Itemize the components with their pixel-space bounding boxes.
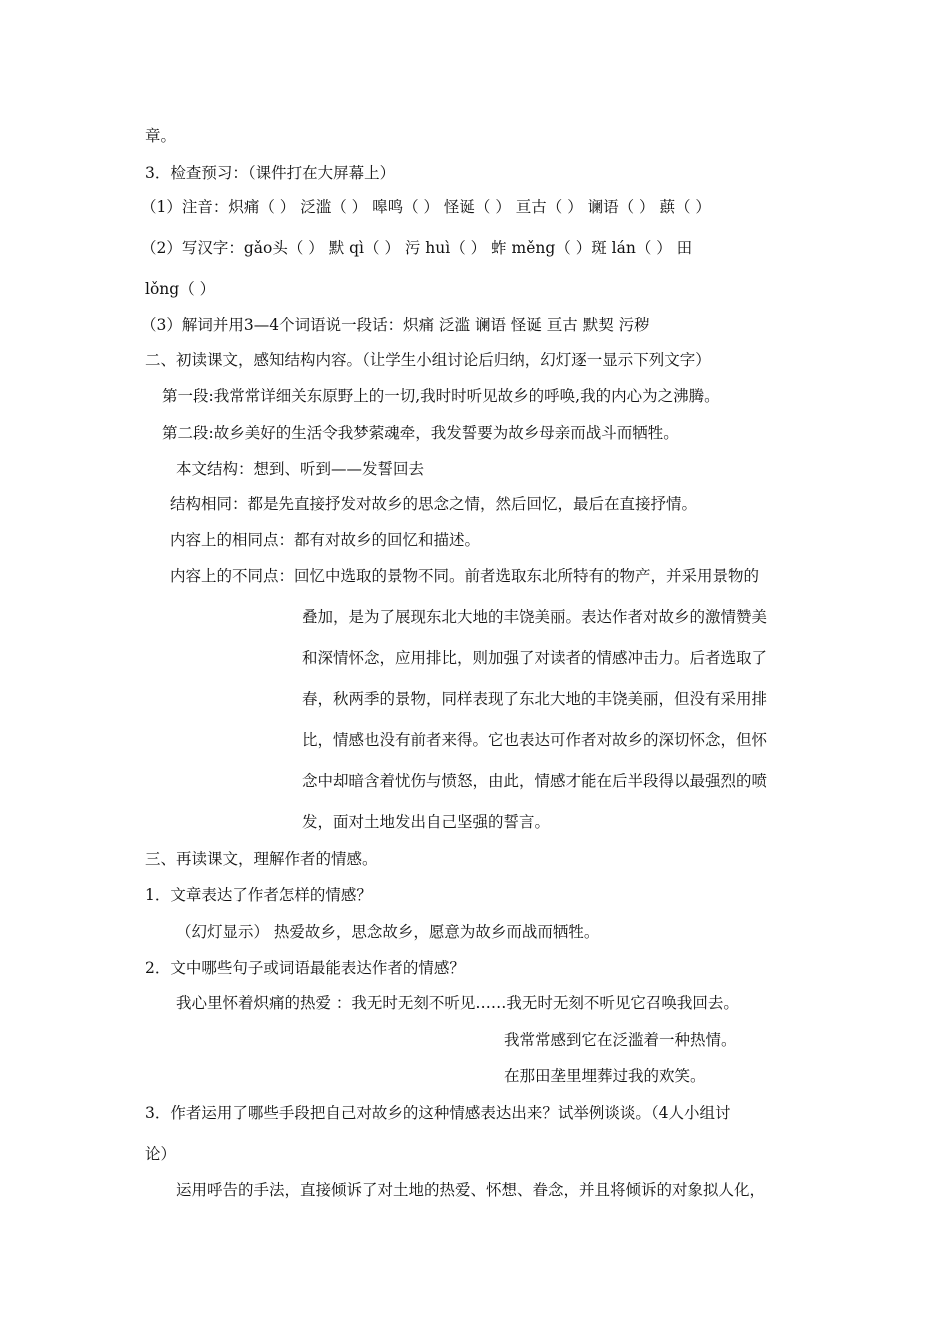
text-line: 结构相同：都是先直接抒发对故乡的思念之情，然后回忆，最后在直接抒情。 bbox=[170, 495, 698, 513]
text-line: 第二段:故乡美好的生活令我梦萦魂牵，我发誓要为故乡母亲而战斗而牺牲。 bbox=[162, 424, 679, 442]
text-line: lǒng（ ） bbox=[145, 280, 216, 298]
text-line: 春，秋两季的景物，同样表现了东北大地的丰饶美丽，但没有采用排 bbox=[302, 690, 768, 708]
text-line: 叠加，是为了展现东北大地的丰饶美丽。表达作者对故乡的激情赞美 bbox=[302, 608, 768, 626]
text-line: 3．检查预习：（课件打在大屏幕上） bbox=[145, 164, 396, 182]
text-line: 内容上的不同点：回忆中选取的景物不同。前者选取东北所特有的物产，并采用景物的 bbox=[170, 567, 760, 585]
text-line: 在那田垄里埋葬过我的欢笑。 bbox=[504, 1067, 706, 1085]
section-heading: 二、初读课文，感知结构内容。（让学生小组讨论后归纳，幻灯逐一显示下列文字） bbox=[145, 351, 711, 369]
text-line: 3．作者运用了哪些手段把自己对故乡的这种情感表达出来？试举例谈谈。（4人小组讨 bbox=[145, 1104, 731, 1122]
text-line: 第一段:我常常详细关东原野上的一切,我时时听见故乡的呼唤,我的内心为之沸腾。 bbox=[162, 387, 720, 405]
text-line: 内容上的相同点：都有对故乡的回忆和描述。 bbox=[170, 531, 481, 549]
text-line: 比，情感也没有前者来得。它也表达可作者对故乡的深切怀念，但怀 bbox=[302, 731, 768, 749]
text-line: （3）解词并用3—4个词语说一段话：炽痛 泛滥 谰语 怪诞 亘古 默契 污秽 bbox=[141, 316, 650, 334]
text-line: 我心里怀着炽痛的热爱 ：我无时无刻不听见……我无时无刻不听见它召唤我回去。 bbox=[176, 994, 739, 1012]
text-line: 运用呼告的手法，直接倾诉了对土地的热爱、怀想、眷念，并且将倾诉的对象拟人化， bbox=[176, 1181, 766, 1199]
text-line: （1）注音：炽痛（ ） 泛滥（ ） 嗥鸣（ ） 怪诞（ ） 亘古（ ） 谰语（ ） 蕻（ ） bbox=[141, 198, 711, 216]
text-line: 我常常感到它在泛滥着一种热情。 bbox=[504, 1031, 737, 1049]
text-line: 发，面对土地发出自己坚强的誓言。 bbox=[302, 813, 551, 831]
text-line: 和深情怀念，应用排比，则加强了对读者的情感冲击力。后者选取了 bbox=[302, 649, 768, 667]
text-line: 2．文中哪些句子或词语最能表达作者的情感？ bbox=[145, 959, 465, 977]
text-line: 念中却暗含着忧伤与愤怒，由此，情感才能在后半段得以最强烈的喷 bbox=[302, 772, 768, 790]
text-line: （2）写汉字：gǎo头（ ） 默 qì（ ） 污 huì（ ） 蚱 měng（ ）斑 lán（ ） 田 bbox=[141, 239, 693, 257]
section-heading: 三、再读课文，理解作者的情感。 bbox=[145, 850, 378, 868]
text-line: 1．文章表达了作者怎样的情感？ bbox=[145, 886, 372, 904]
text-line: （幻灯显示） 热爱故乡，思念故乡，愿意为故乡而战而牺牲。 bbox=[176, 923, 600, 941]
text-line: 论） bbox=[145, 1145, 177, 1163]
text-line: 本文结构：想到、听到——发誓回去 bbox=[176, 460, 425, 478]
text-line: 章。 bbox=[145, 127, 177, 145]
